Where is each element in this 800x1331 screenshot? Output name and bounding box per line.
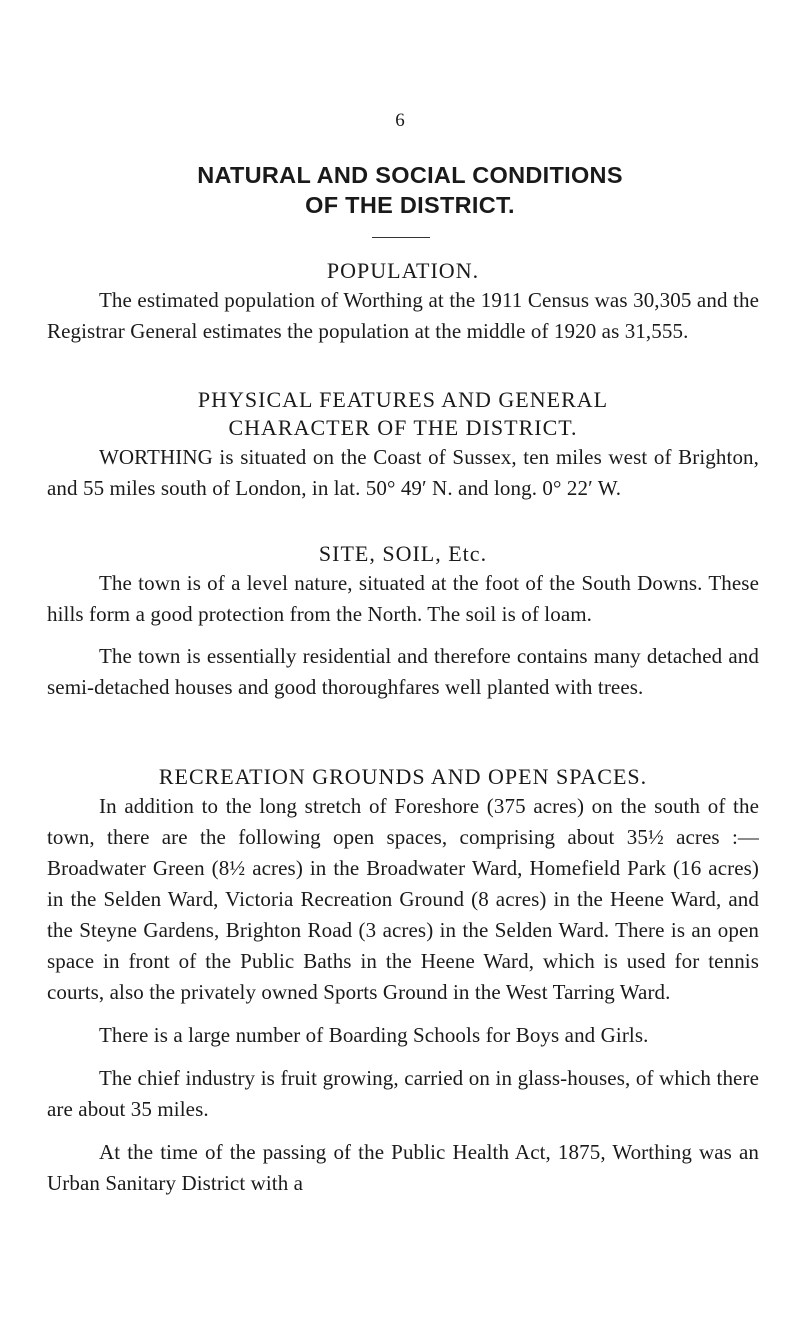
recreation-paragraph-4: At the time of the passing of the Public Health Act, 1875, Worthing was an Urban Sanitary District with a [47,1140,759,1195]
population-paragraph: The estimated population of Worthing at the 1911 Census was 30,305 and the Registrar General estimates the population at the middle of 1920 as 31,555. [47,288,759,343]
physical-features-paragraph: WORTHING is situated on the Coast of Sussex, ten miles west of Brighton, and 55 miles south of London, in lat. 50° 49′ N. and long. 0° 22′ W. [47,445,759,500]
page-title [90,160,730,220]
site-soil-section [47,540,759,703]
population-heading: POPULATION. [326,258,480,283]
physical-heading-line-1: PHYSICAL FEATURES AND GENERAL [197,387,609,412]
physical-features-section [47,386,759,504]
page-number: 6 [395,110,405,131]
title-line-2: OF THE DISTRICT. [305,192,515,218]
recreation-heading: RECREATION GROUNDS AND OPEN SPACES. [158,764,648,789]
physical-heading-line-2: CHARACTER OF THE DISTRICT. [228,415,578,440]
recreation-paragraph-1: In addition to the long stretch of Foreshore (375 acres) on the south of the town, there are the following open spaces, comprising about 35½ acres :—Broadwater Green (8½ acres) in the Broadwater Ward, Homefield Park (16 acres) in the Selden Ward, Victoria Recreation Ground (8 acres) in the Heene Ward, and the Steyne Gardens, Brighton Road (3 acres) in the Selden Ward. There is an open space in front of the Public Baths in the Heene Ward, which is used for tennis courts, also the privately owned Sports Ground in the West Tarring Ward. [47,794,759,1004]
title-divider [372,237,430,238]
recreation-section [47,763,759,1199]
title-line-1: NATURAL AND SOCIAL CONDITIONS [197,162,623,188]
site-soil-heading: SITE, SOIL, Etc. [318,541,488,566]
population-section [47,257,759,347]
recreation-paragraph-3: The chief industry is fruit growing, carried on in glass-houses, of which there are about 35 miles. [47,1066,759,1121]
physical-features-heading [47,386,759,442]
site-soil-paragraph-2: The town is essentially residential and therefore contains many detached and semi-detached houses and good thoroughfares well planted with trees. [47,644,759,699]
site-soil-paragraph-1: The town is of a level nature, situated at the foot of the South Downs. These hills form a good protection from the North. The soil is of loam. [47,571,759,626]
recreation-paragraph-2: There is a large number of Boarding Schools for Boys and Girls. [99,1023,649,1047]
